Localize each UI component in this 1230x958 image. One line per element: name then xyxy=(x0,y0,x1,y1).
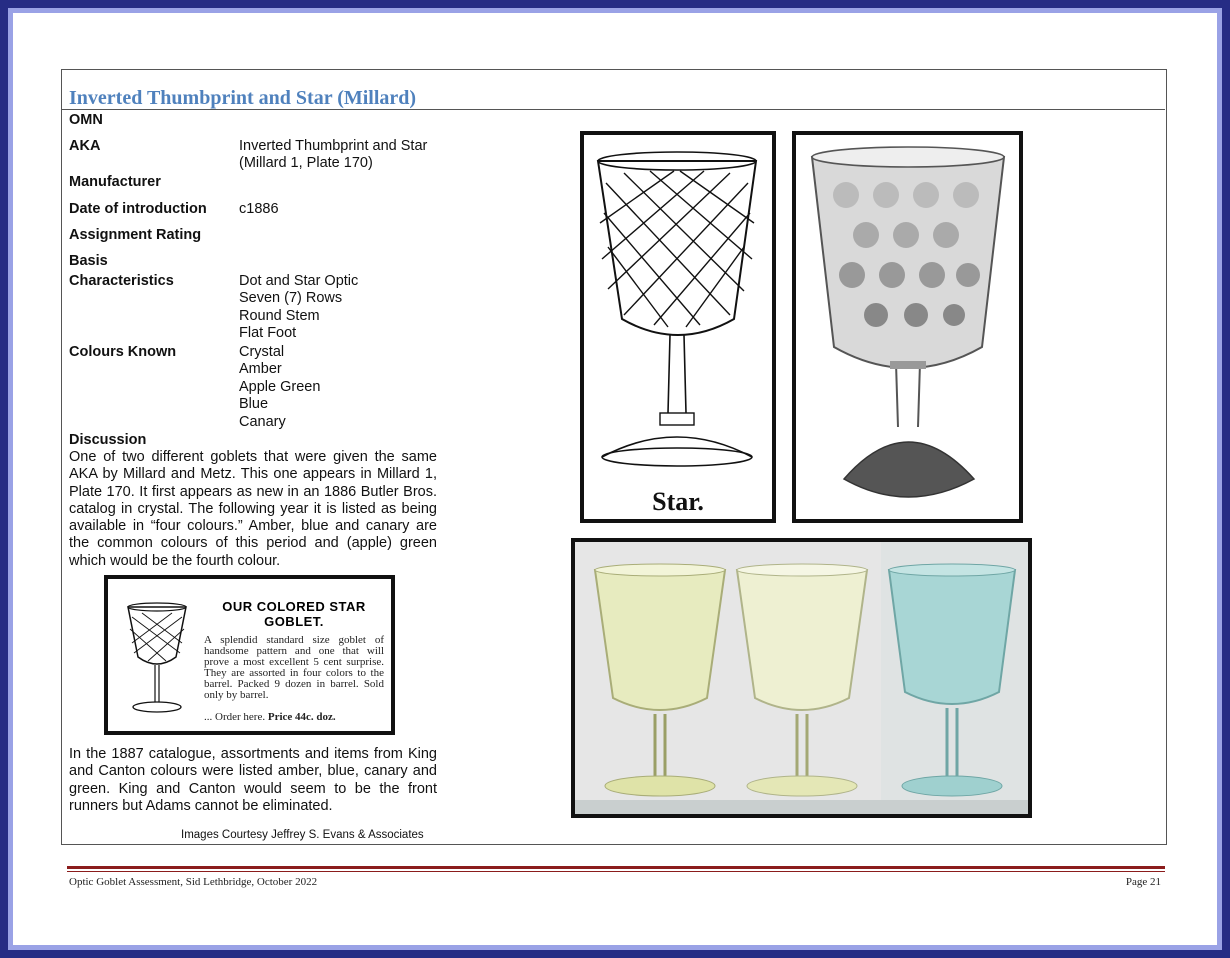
ad-heading-line-1: OUR COLORED STAR xyxy=(222,599,366,614)
characteristic-4: Flat Foot xyxy=(239,325,297,341)
engraved-goblet-illustration xyxy=(584,139,772,479)
manufacturer-label: Manufacturer xyxy=(69,174,161,190)
ad-order-line xyxy=(204,711,336,723)
ad-order-text: ... Order here. xyxy=(204,711,266,723)
footer-text: Optic Goblet Assessment, Sid Lethbridge, October 2022 xyxy=(69,876,318,888)
footer-rule-thin xyxy=(67,871,1165,872)
colour-3: Apple Green xyxy=(239,379,321,395)
blue-goblet-right xyxy=(889,564,1015,796)
catalog-illustration-photo xyxy=(580,131,776,523)
crystal-goblet-photo xyxy=(792,131,1023,523)
ad-heading xyxy=(204,599,384,629)
second-paragraph: In the 1887 catalogue, assortments and items from King and Canton colours were listed amber, blue, canary and green. King and Canton would seem to be the front runners but Adams cannot be eliminated. xyxy=(69,746,437,814)
characteristic-3: Round Stem xyxy=(239,308,320,324)
image-credit: Images Courtesy Jeffrey S. Evans & Associates xyxy=(181,829,424,841)
colour-1: Crystal xyxy=(239,344,285,360)
discussion-paragraph: One of two different goblets that were given the same AKA by Millard and Metz. This one appears in Millard 1, Plate 170. It first appears as new in an 1886 Butler Bros. catalog in crystal. The following year it is listed as being available in “four colours.” Amber, blue and canary are the common colours of this period and (apple) green which would be the fourth colour. xyxy=(69,449,437,569)
aka-value-2: (Millard 1, Plate 170) xyxy=(239,155,373,171)
crystal-goblet-image xyxy=(796,135,1019,519)
page-number: Page 21 xyxy=(1125,876,1161,888)
ad-body-text: A splendid standard size goblet of handsome pattern and one that will prove a most excellent 5 cent surprise. They are assorted in four colors to the barrel. Packed 9 dozen in barrel. Sold only by barrel. xyxy=(204,634,384,701)
characteristic-2: Seven (7) Rows xyxy=(239,290,343,306)
omn-label: OMN xyxy=(69,112,103,128)
date-value: c1886 xyxy=(239,201,279,217)
illustration-caption: Star. xyxy=(652,487,704,516)
characteristics-label: Characteristics xyxy=(69,273,174,289)
yellow-goblet-left xyxy=(595,564,725,796)
colour-4: Blue xyxy=(239,396,269,412)
footer-rule-thick xyxy=(67,866,1165,869)
characteristic-1: Dot and Star Optic xyxy=(239,273,359,289)
document-page xyxy=(13,13,1217,945)
assignment-label: Assignment Rating xyxy=(69,227,202,243)
aka-value-1: Inverted Thumbprint and Star xyxy=(239,138,428,154)
discussion-label: Discussion xyxy=(69,432,147,448)
catalog-advertisement xyxy=(104,575,395,735)
aka-label: AKA xyxy=(69,138,101,154)
colored-goblets-photo xyxy=(571,538,1032,818)
ad-heading-line-2: GOBLET. xyxy=(264,614,324,629)
colour-2: Amber xyxy=(239,361,282,377)
ad-goblet-drawing xyxy=(122,595,192,725)
basis-label: Basis xyxy=(69,253,108,269)
yellow-goblet-center xyxy=(737,564,867,796)
title-rule xyxy=(61,109,1165,110)
page-title: Inverted Thumbprint and Star (Millard) xyxy=(69,87,417,109)
colored-goblets-image xyxy=(575,542,1028,814)
colour-5: Canary xyxy=(239,414,286,430)
colours-label: Colours Known xyxy=(69,344,177,360)
date-label: Date of introduction xyxy=(69,201,207,217)
ad-price: Price 44c. doz. xyxy=(267,711,336,723)
